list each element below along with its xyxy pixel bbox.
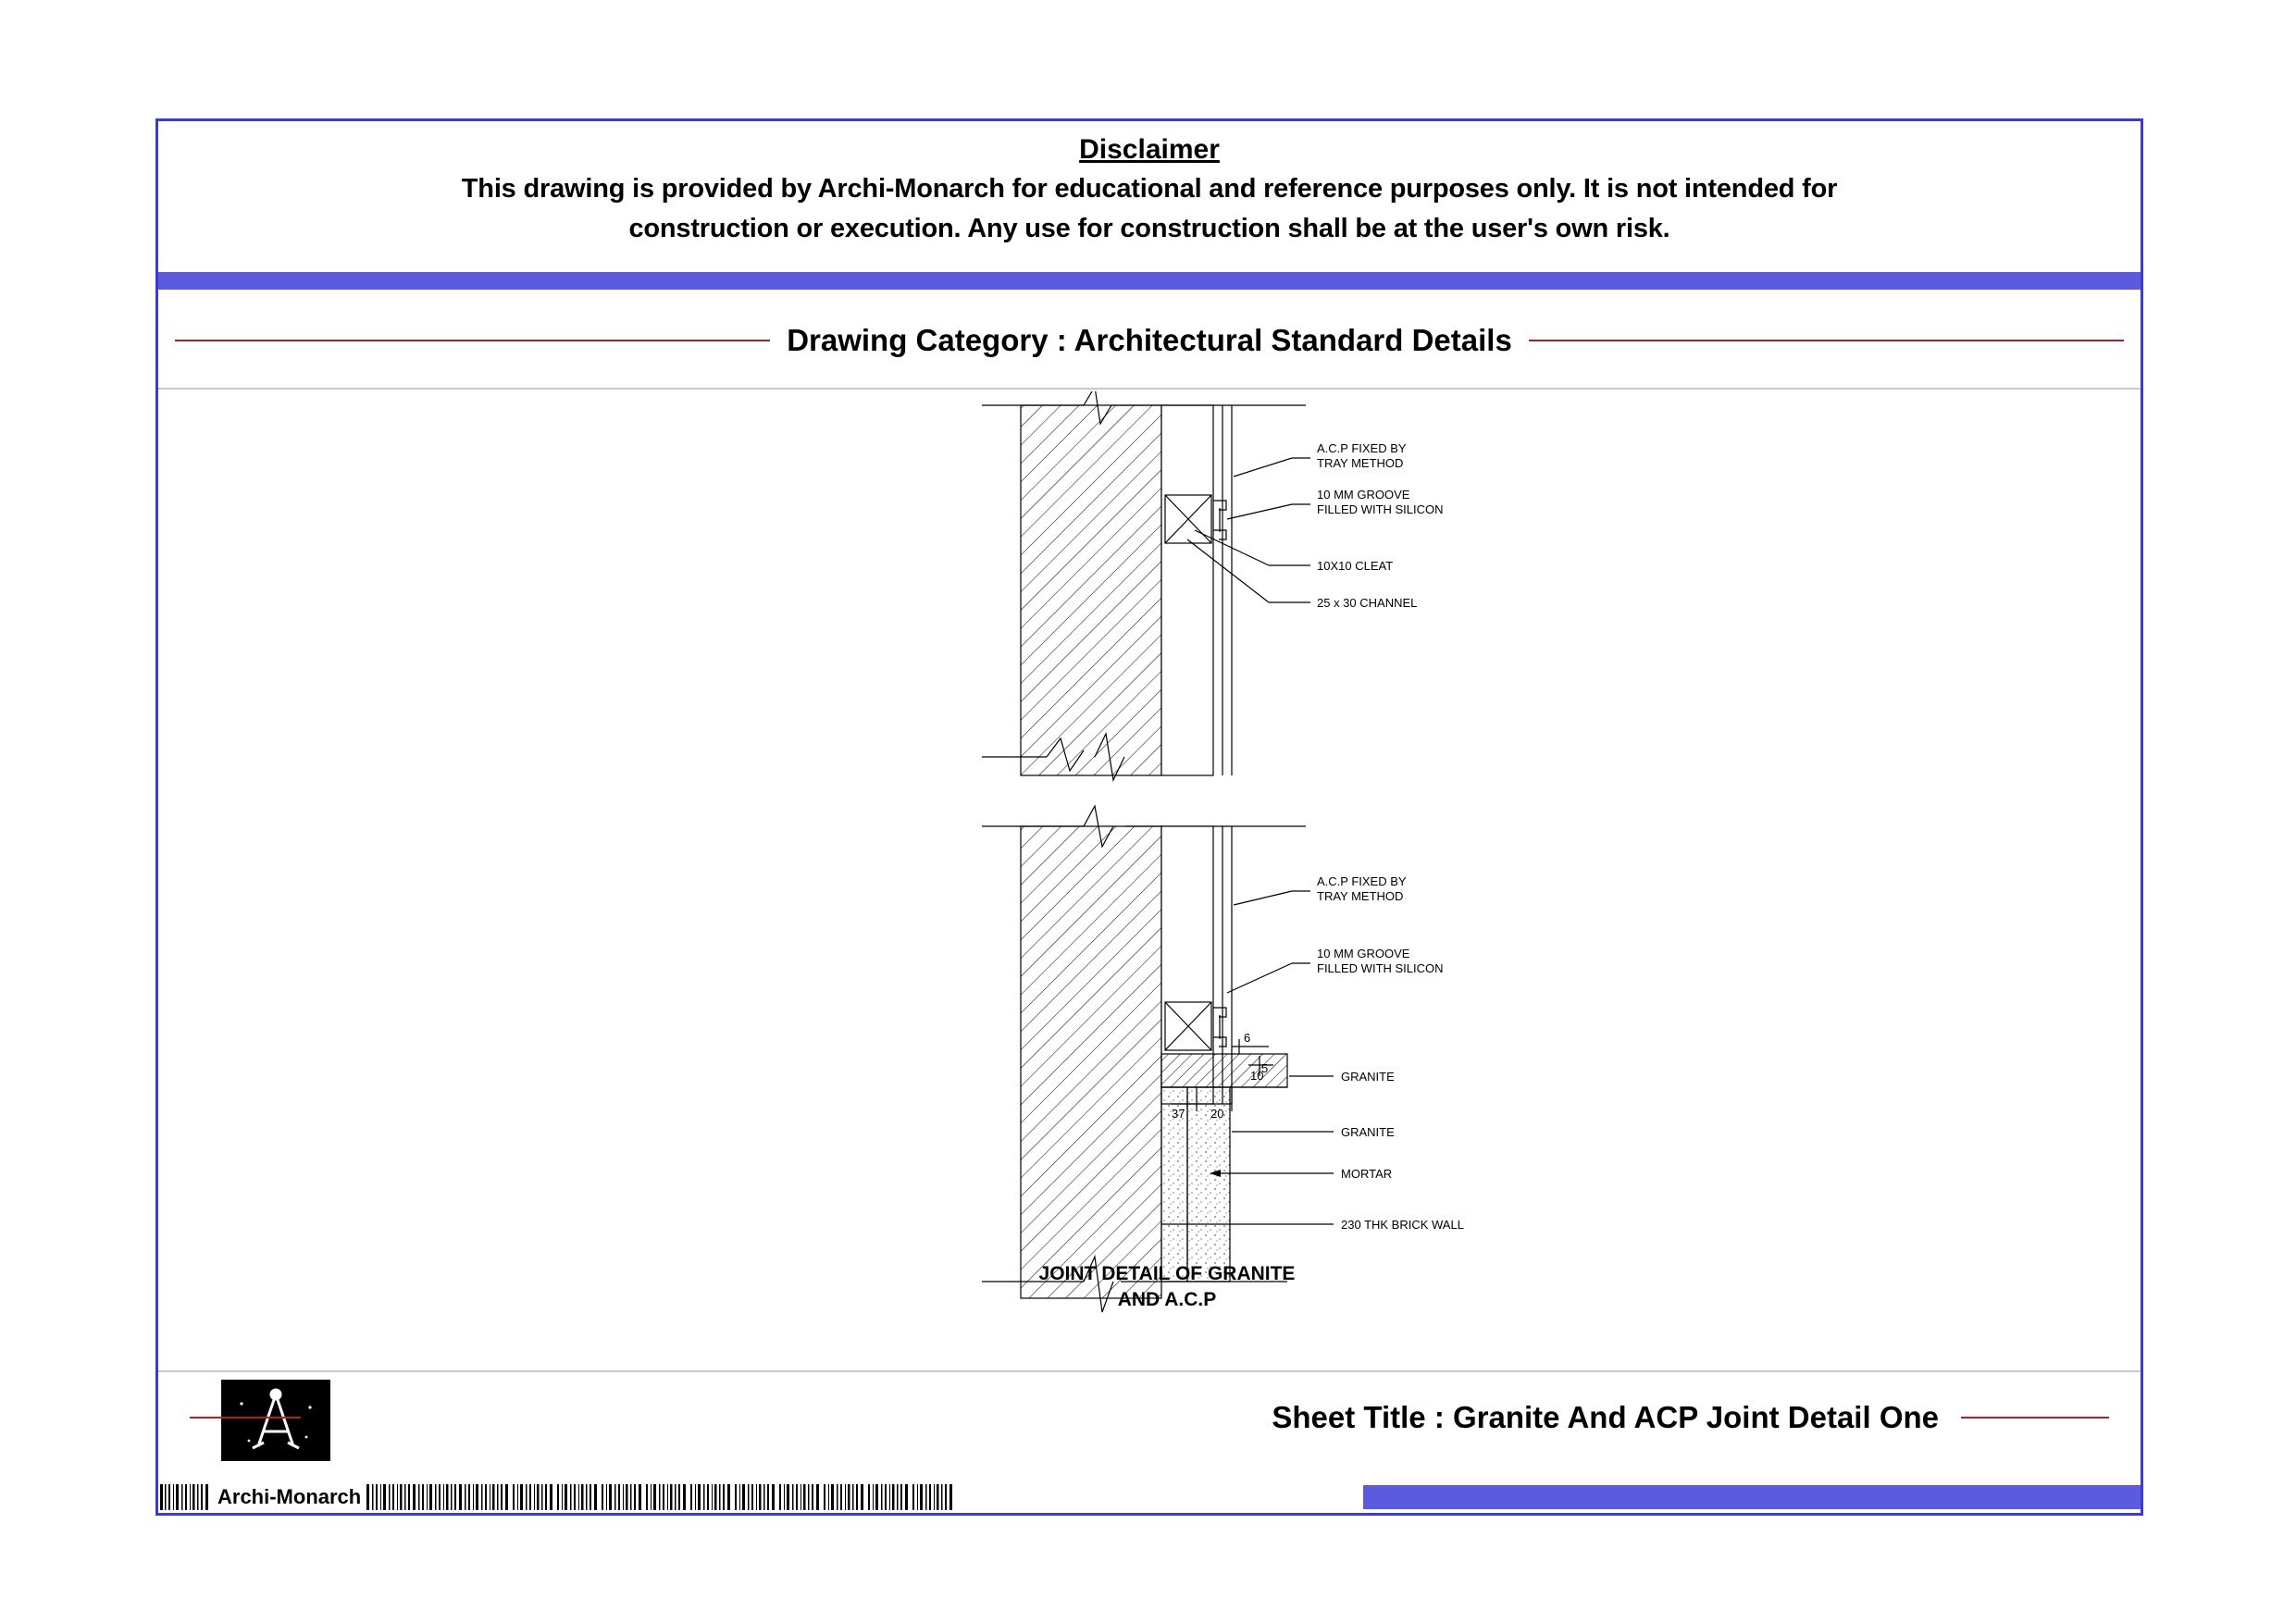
barcode-right	[366, 1484, 1292, 1510]
drawing-canvas	[158, 391, 2141, 1317]
label-channel: 25 x 30 CHANNEL	[1317, 596, 1418, 610]
accent-bar-top	[158, 272, 2141, 290]
dimension-10: 10	[1250, 1069, 1264, 1083]
disclaimer-block	[158, 121, 2141, 255]
disclaimer-line-1: This drawing is provided by Archi-Monarch for educational and reference purposes only. It is not intended for	[461, 173, 1838, 204]
drawing-sheet	[155, 118, 2143, 1516]
category-rule-left	[175, 340, 770, 341]
dimension-20: 20	[1210, 1107, 1224, 1121]
label-brick-wall: 230 THK BRICK WALL	[1341, 1218, 1464, 1232]
brand-accent-bar	[1363, 1485, 2141, 1509]
label-granite-2: GRANITE	[1341, 1125, 1395, 1139]
label-granite-1: GRANITE	[1341, 1070, 1395, 1084]
sheet-title-label: Sheet Title : Granite And ACP Joint Detail One	[1272, 1400, 1939, 1434]
sheet-footer	[158, 1370, 2141, 1513]
dimension-37: 37	[1172, 1107, 1185, 1121]
disclaimer-title: Disclaimer	[1079, 134, 1220, 165]
drawing-caption-line1: JOINT DETAIL OF GRANITE	[1038, 1263, 1296, 1284]
label-acp-top-line1: A.C.P FIXED BY	[1317, 441, 1407, 455]
category-band	[158, 290, 2141, 390]
label-groove-top-line1: 10 MM GROOVE	[1317, 488, 1410, 502]
footer-rule-left	[190, 1417, 301, 1419]
footer-rule-right	[1961, 1417, 2109, 1419]
sheet-title-row	[158, 1400, 2141, 1435]
dimension-6: 6	[1244, 1031, 1251, 1045]
label-acp-top-line2: TRAY METHOD	[1317, 456, 1404, 470]
label-groove-top-line2: FILLED WITH SILICON	[1317, 502, 1444, 516]
detail-drawing-svg	[158, 391, 2141, 1317]
label-acp-bottom-line1: A.C.P FIXED BY	[1317, 874, 1407, 888]
drawing-caption-line2: AND A.C.P	[1117, 1289, 1217, 1310]
brand-name-label: Archi-Monarch	[217, 1485, 362, 1508]
label-cleat: 10X10 CLEAT	[1317, 559, 1394, 573]
label-mortar: MORTAR	[1341, 1167, 1393, 1181]
label-acp-bottom-line2: TRAY METHOD	[1317, 889, 1404, 903]
dimension-5: 5	[1261, 1061, 1269, 1075]
label-groove-bottom-line1: 10 MM GROOVE	[1317, 947, 1410, 960]
barcode-left	[158, 1484, 212, 1510]
label-groove-bottom-line2: FILLED WITH SILICON	[1317, 961, 1444, 975]
category-rule-right	[1529, 340, 2124, 341]
brand-bar	[158, 1481, 2141, 1513]
disclaimer-line-2: construction or execution. Any use for construction shall be at the user's own risk.	[628, 213, 1670, 243]
drawing-category-label: Drawing Category : Architectural Standard Details	[787, 323, 1512, 357]
